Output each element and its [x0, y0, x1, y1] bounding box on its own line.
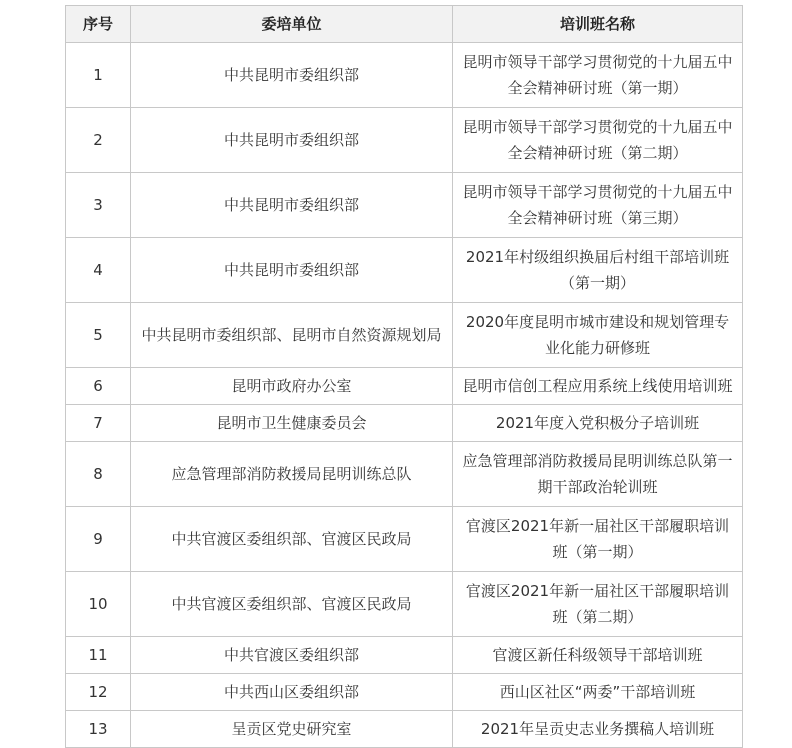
course-cell: 西山区社区“两委”干部培训班 — [453, 674, 743, 711]
unit-cell: 应急管理部消防救援局昆明训练总队 — [131, 442, 453, 507]
serial-cell: 10 — [66, 572, 131, 637]
header-course: 培训班名称 — [453, 6, 743, 43]
course-cell: 官渡区2021年新一届社区干部履职培训班（第二期） — [453, 572, 743, 637]
course-cell: 官渡区新任科级领导干部培训班 — [453, 637, 743, 674]
serial-cell: 8 — [66, 442, 131, 507]
course-cell: 官渡区2021年新一届社区干部履职培训班（第一期） — [453, 507, 743, 572]
serial-cell: 2 — [66, 108, 131, 173]
course-cell: 昆明市领导干部学习贯彻党的十九届五中全会精神研讨班（第二期） — [453, 108, 743, 173]
course-cell: 2021年村级组织换届后村组干部培训班（第一期） — [453, 238, 743, 303]
table-row — [66, 173, 743, 238]
serial-cell: 11 — [66, 637, 131, 674]
unit-cell: 中共昆明市委组织部、昆明市自然资源规划局 — [131, 303, 453, 368]
course-cell: 昆明市领导干部学习贯彻党的十九届五中全会精神研讨班（第三期） — [453, 173, 743, 238]
serial-cell: 9 — [66, 507, 131, 572]
table-row — [66, 674, 743, 711]
training-table-container — [65, 5, 742, 748]
training-table — [65, 5, 743, 748]
header-serial: 序号 — [66, 6, 131, 43]
serial-cell: 4 — [66, 238, 131, 303]
course-cell: 2021年呈贡史志业务撰稿人培训班 — [453, 711, 743, 748]
serial-cell: 3 — [66, 173, 131, 238]
serial-cell: 5 — [66, 303, 131, 368]
table-row — [66, 711, 743, 748]
unit-cell: 中共西山区委组织部 — [131, 674, 453, 711]
table-row — [66, 405, 743, 442]
unit-cell: 中共昆明市委组织部 — [131, 173, 453, 238]
table-row — [66, 368, 743, 405]
table-row — [66, 442, 743, 507]
table-row — [66, 108, 743, 173]
serial-cell: 13 — [66, 711, 131, 748]
table-row — [66, 43, 743, 108]
course-cell: 2021年度入党积极分子培训班 — [453, 405, 743, 442]
course-cell: 昆明市领导干部学习贯彻党的十九届五中全会精神研讨班（第一期） — [453, 43, 743, 108]
unit-cell: 中共昆明市委组织部 — [131, 43, 453, 108]
table-row — [66, 507, 743, 572]
unit-cell: 中共官渡区委组织部、官渡区民政局 — [131, 507, 453, 572]
unit-cell: 呈贡区党史研究室 — [131, 711, 453, 748]
course-cell: 2020年度昆明市城市建设和规划管理专业化能力研修班 — [453, 303, 743, 368]
unit-cell: 中共昆明市委组织部 — [131, 238, 453, 303]
table-row — [66, 637, 743, 674]
unit-cell: 中共官渡区委组织部 — [131, 637, 453, 674]
serial-cell: 12 — [66, 674, 131, 711]
serial-cell: 7 — [66, 405, 131, 442]
course-cell: 昆明市信创工程应用系统上线使用培训班 — [453, 368, 743, 405]
table-body — [66, 43, 743, 748]
table-row — [66, 303, 743, 368]
unit-cell: 中共昆明市委组织部 — [131, 108, 453, 173]
table-row — [66, 238, 743, 303]
table-header-row — [66, 6, 743, 43]
course-cell: 应急管理部消防救援局昆明训练总队第一期干部政治轮训班 — [453, 442, 743, 507]
table-row — [66, 572, 743, 637]
unit-cell: 昆明市卫生健康委员会 — [131, 405, 453, 442]
serial-cell: 6 — [66, 368, 131, 405]
unit-cell: 昆明市政府办公室 — [131, 368, 453, 405]
unit-cell: 中共官渡区委组织部、官渡区民政局 — [131, 572, 453, 637]
header-unit: 委培单位 — [131, 6, 453, 43]
serial-cell: 1 — [66, 43, 131, 108]
